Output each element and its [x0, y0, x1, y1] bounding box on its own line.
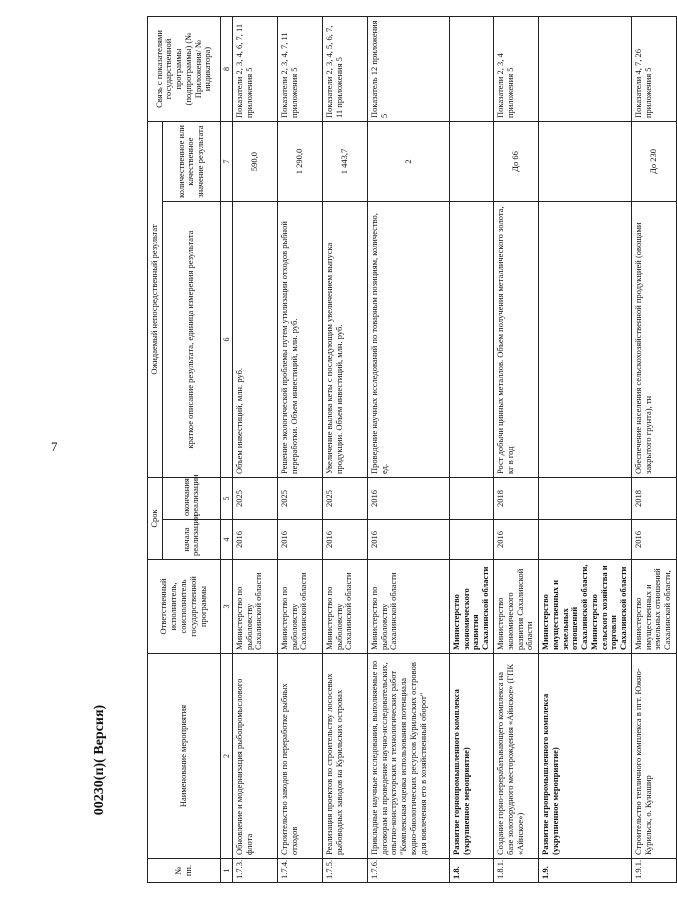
- result-quantity: До 230: [631, 122, 676, 202]
- column-index: 6: [220, 202, 232, 478]
- indicator-link: Показатели 2, 3, 4, 7, 11 приложения 5: [277, 17, 322, 122]
- table-row: [322, 17, 367, 883]
- page-number: 7: [51, 439, 58, 454]
- header-result-desc: краткое описание результата, единица измерения результата: [162, 202, 220, 478]
- end-year: 2018: [631, 478, 676, 520]
- table-row: [539, 17, 632, 883]
- measure-name: Создание горно-перерабатывающего комплекса на базе золоторудного месторождения «Айнское» (ГПК «Айнское»): [494, 654, 539, 859]
- header-end: окончания реализации: [162, 478, 220, 520]
- indicator-link: Показатели 2, 3, 4, 6, 7, 11 приложения 5: [232, 17, 277, 122]
- end-year: 2025: [277, 478, 322, 520]
- start-year: 2016: [367, 520, 449, 560]
- table-row: [631, 17, 676, 883]
- executor: Министерство имущественных и земельных отношений Сахалинской области,: [631, 560, 676, 654]
- column-index: 5: [220, 478, 232, 520]
- table-row: [277, 17, 322, 883]
- header-link: Связь с показателями государственной программы (подпрограммы) (№ Приложения/ № индикатора): [148, 17, 221, 122]
- executor: Министерство имущественных и земельных отношений Сахалинской области, Министерство сельского хозяйства и торговли Сахалинской области: [539, 560, 632, 654]
- result-quantity: [539, 122, 632, 202]
- end-year: 2025: [322, 478, 367, 520]
- indicator-link: [539, 17, 632, 122]
- document-code: 00230(п)( Версия): [92, 704, 107, 816]
- end-year: 2018: [494, 478, 539, 520]
- result-quantity: 590,0: [232, 122, 277, 202]
- column-index: 4: [220, 520, 232, 560]
- header-term: Срок: [148, 478, 163, 560]
- measure-name: Строительство заводов по переработке рыбных отходов: [277, 654, 322, 859]
- result-description: Обеспечение населения сельскохозяйственной продукцией (овощами закрытого грунта), тн: [631, 202, 676, 478]
- row-number: 1.7.5.: [322, 859, 367, 883]
- executor: Министерство по рыболовству Сахалинской области: [277, 560, 322, 654]
- row-number: 1.7.4.: [277, 859, 322, 883]
- header-result-qty: количественное или качественное значение результата: [162, 122, 220, 202]
- header-result: Ожидаемый непосредственный результат: [148, 122, 163, 478]
- measure-name: Строительство тепличного комплекса в пгт. Южно-Курильск, о. Кунашир: [631, 654, 676, 859]
- indicator-link: Показатели 2, 3, 4, 5, 6, 7, 11 приложения 5: [322, 17, 367, 122]
- measure-name: Прикладные научные исследования, выполняемые по договорам на проведение научно-исследовательских, опытно-конструкторских и технологических работ "Комплексная оценка использования потенциала водно-биологических ресурсов Курильских островов для вовлечения его в хозяйственный оборот": [367, 654, 449, 859]
- result-quantity: До 66: [494, 122, 539, 202]
- row-number: 1.8.: [449, 859, 493, 883]
- column-index: 2: [220, 654, 232, 859]
- result-description: Решение экологической проблемы путем утилизации отходов рыбной переработки. Объем инвестиций, млн. руб.: [277, 202, 322, 478]
- indicator-link: [449, 17, 493, 122]
- table-row: [494, 17, 539, 883]
- start-year: [539, 520, 632, 560]
- result-quantity: 1 443,7: [322, 122, 367, 202]
- executor: Министерство экономического развития Сахалинской области: [494, 560, 539, 654]
- header-start: начала реализации: [162, 520, 220, 560]
- result-description: [449, 202, 493, 478]
- result-description: Рост добычи цинных металлов. Объем получения металлического золота, кг в год: [494, 202, 539, 478]
- indicator-link: Показатель 12 приложения 5: [367, 17, 449, 122]
- result-description: [539, 202, 632, 478]
- row-number: 1.9.1.: [631, 859, 676, 883]
- start-year: 2016: [232, 520, 277, 560]
- header-name: Наименование мероприятия: [148, 654, 221, 859]
- executor: Министерство по рыболовству Сахалинской области: [322, 560, 367, 654]
- indicator-link: Показатели 2, 3, 4 приложения 5: [494, 17, 539, 122]
- measure-name: Развитие агропромышленного комплекса (укрупненное мероприятие): [539, 654, 632, 859]
- end-year: 2025: [232, 478, 277, 520]
- header-num: № пп.: [148, 859, 221, 883]
- result-description: Объем инвестиций, млн. руб.: [232, 202, 277, 478]
- executor: Министерство по рыболовству Сахалинской области: [232, 560, 277, 654]
- header-executor: Ответственный исполнитель, соисполнитель государственной программы: [148, 560, 221, 654]
- start-year: 2016: [322, 520, 367, 560]
- column-index: 1: [220, 859, 232, 883]
- end-year: [539, 478, 632, 520]
- start-year: 2016: [277, 520, 322, 560]
- row-number: 1.8.1.: [494, 859, 539, 883]
- measure-name: Реализация проектов по строительству лососевых рыбоводных заводов на Курильских островах: [322, 654, 367, 859]
- result-description: Увеличение вылова кеты с последующим увеличением выпуска продукции. Объем инвестиций, млн. руб.: [322, 202, 367, 478]
- table-row: [449, 17, 493, 883]
- column-index: 3: [220, 560, 232, 654]
- result-quantity: [449, 122, 493, 202]
- result-quantity: 2: [367, 122, 449, 202]
- start-year: 2016: [631, 520, 676, 560]
- measures-table-container: [147, 17, 673, 883]
- row-number: 1.7.3.: [232, 859, 277, 883]
- executor: Министерство экономического развития Сахалинской области: [449, 560, 493, 654]
- result-description: Проведение научных исследований по товарным позициям, количество, ед.: [367, 202, 449, 478]
- executor: Министерство по рыболовству Сахалинской области: [367, 560, 449, 654]
- measures-table: [147, 16, 677, 883]
- indicator-link: Показатели 4, 7, 26 приложения 5: [631, 17, 676, 122]
- end-year: 2016: [367, 478, 449, 520]
- start-year: 2016: [494, 520, 539, 560]
- row-number: 1.9.: [539, 859, 632, 883]
- result-quantity: 1 290,0: [277, 122, 322, 202]
- column-index: 7: [220, 122, 232, 202]
- row-number: 1.7.6.: [367, 859, 449, 883]
- end-year: [449, 478, 493, 520]
- measure-name: Обновление и модернизация рыбопромыслового флота: [232, 654, 277, 859]
- measure-name: Развитие горнопромышленного комплекса (укрупненное мероприятие): [449, 654, 493, 859]
- table-row: [232, 17, 277, 883]
- table-row: [367, 17, 449, 883]
- column-index: 8: [220, 17, 232, 122]
- start-year: [449, 520, 493, 560]
